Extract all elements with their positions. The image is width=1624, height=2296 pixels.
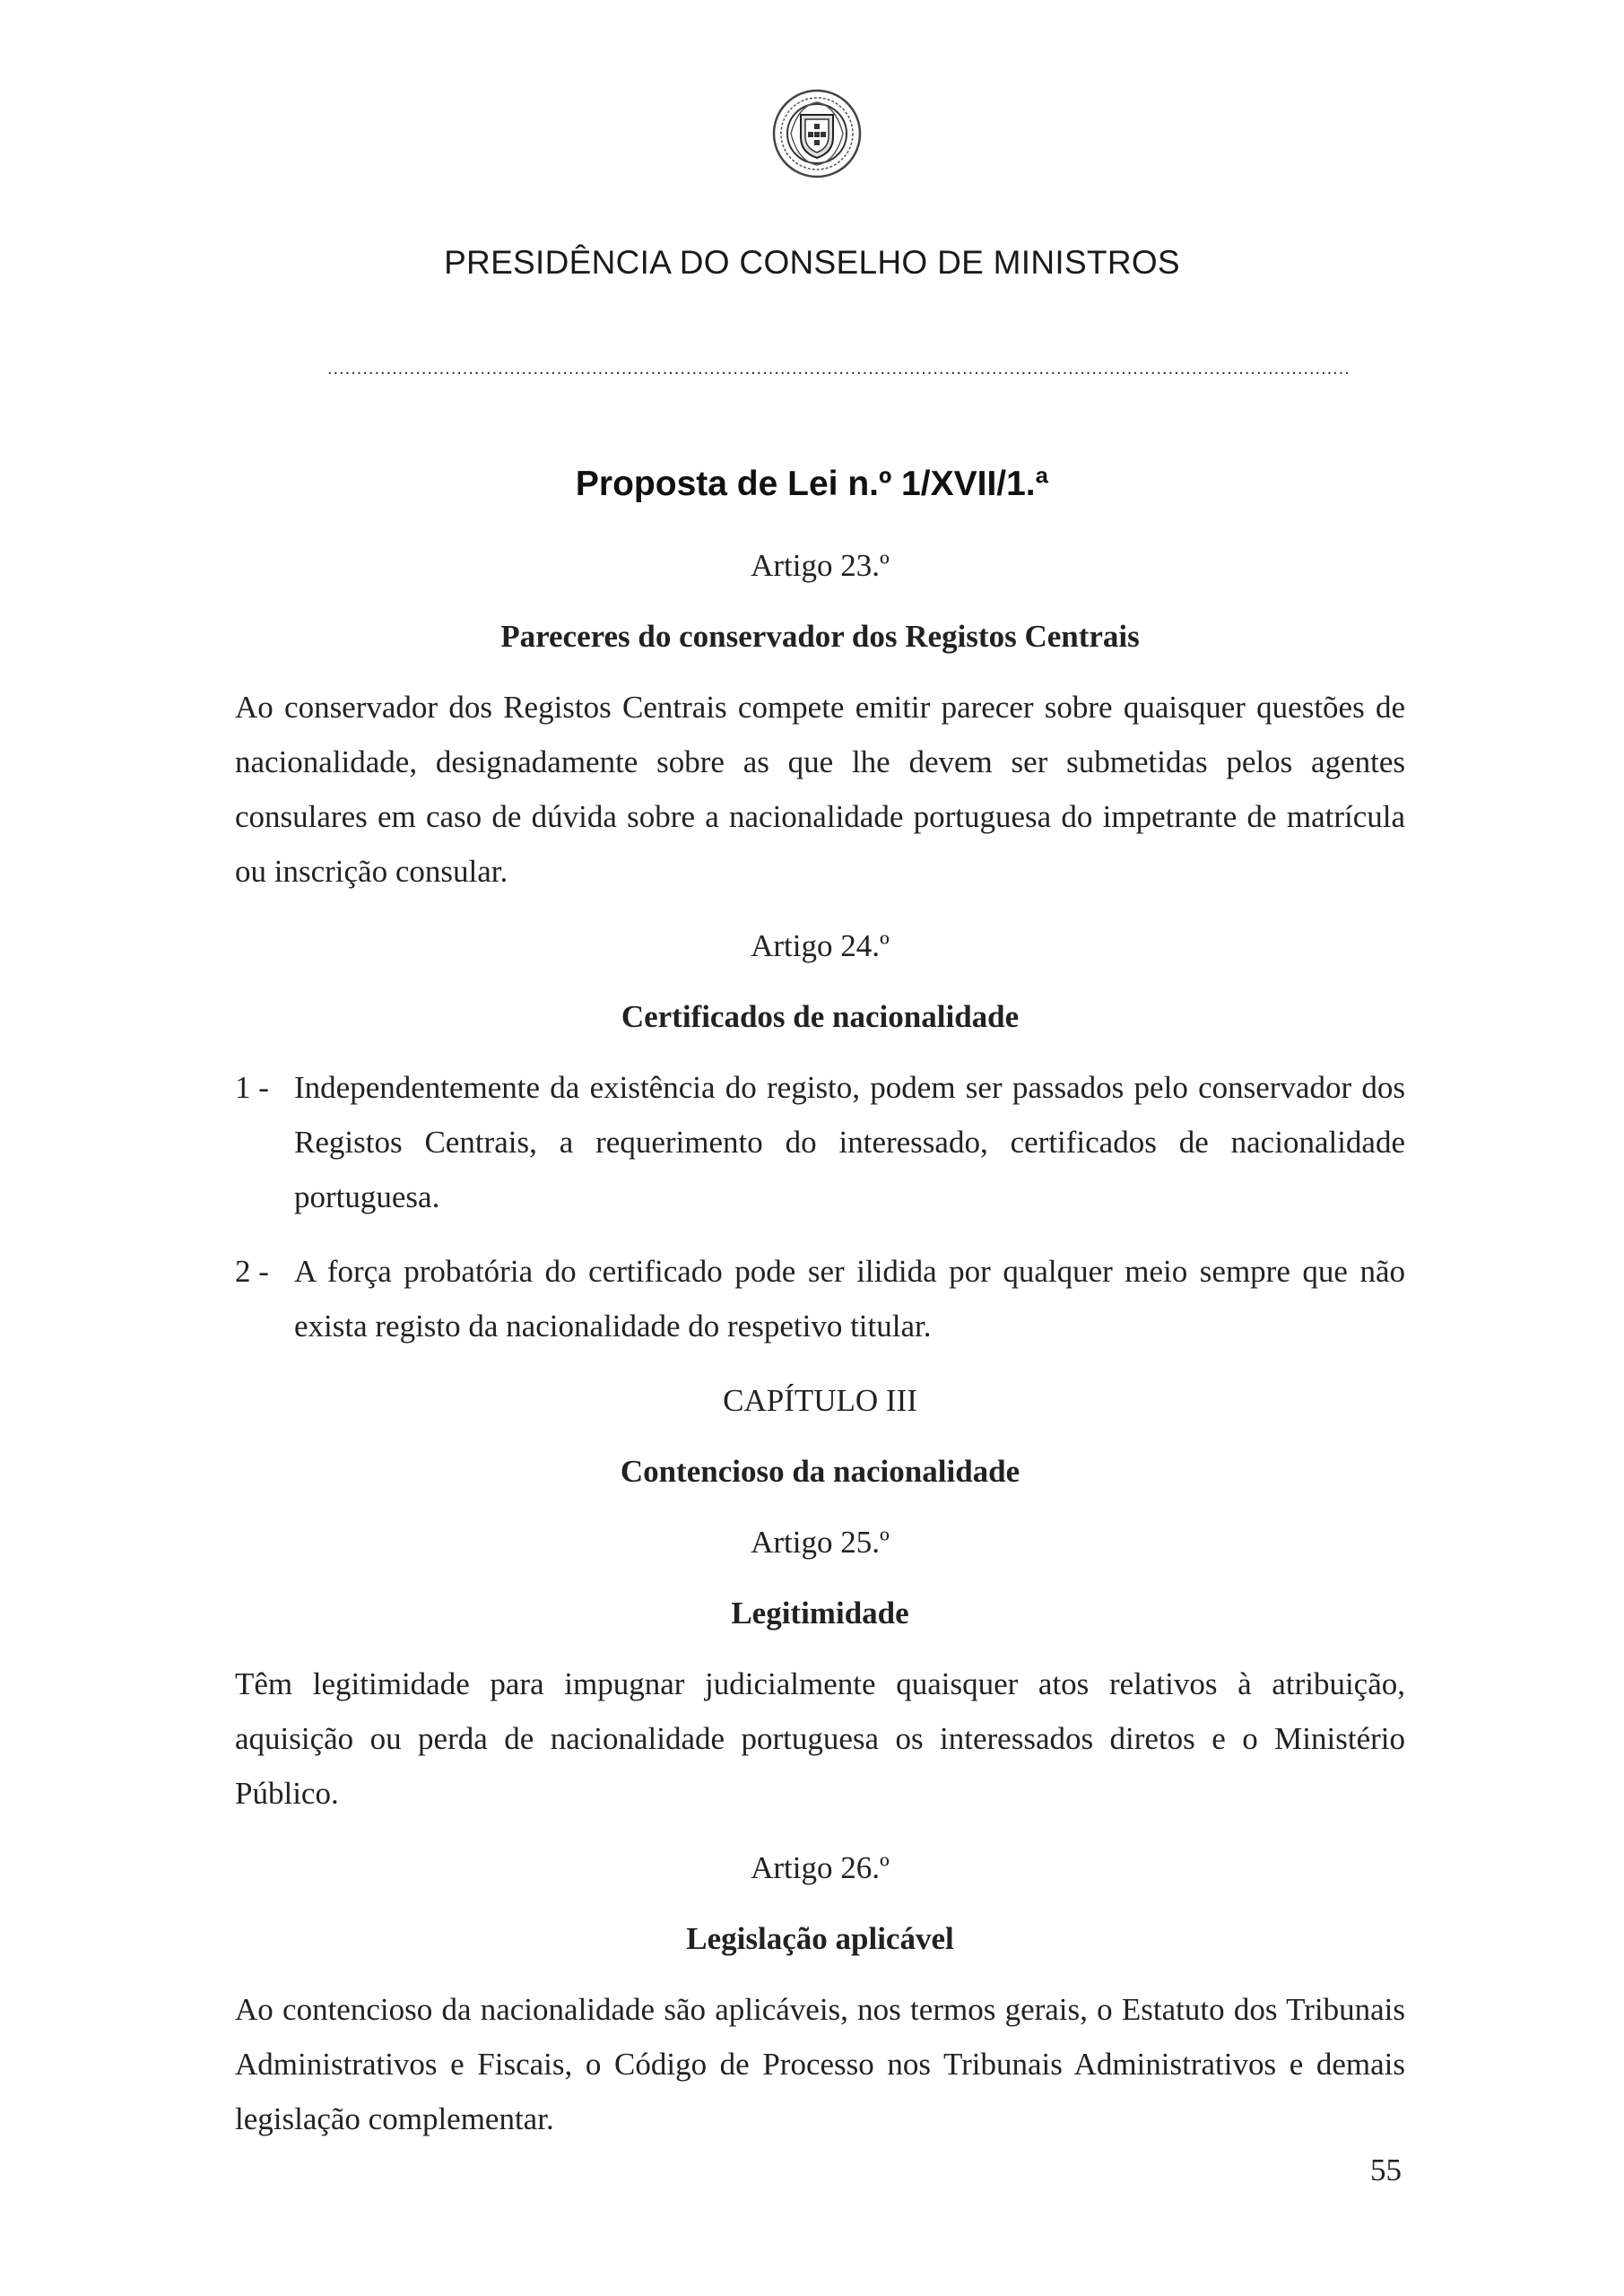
page-number: 55 bbox=[1370, 2152, 1402, 2187]
chapter-3-title: Contencioso da nacionalidade bbox=[620, 1454, 1020, 1489]
article-24-item-2 bbox=[235, 1244, 1405, 1353]
article-26-number: Artigo 26.º bbox=[751, 1850, 890, 1885]
item-number: 2 - bbox=[235, 1254, 269, 1289]
article-23-text: Ao conservador dos Registos Centrais compete emitir parecer sobre quaisquer questões de nacionalidade, designadamente sobre as que lhe devem ser submetidas pelos agentes consulares em caso de dúvida sobre a nacionalidade portuguesa do impetrante de matrícula ou inscrição consular. bbox=[235, 690, 1405, 889]
article-26-text: Ao contencioso da nacionalidade são aplicáveis, nos termos gerais, o Estatuto dos Tribunais Administrativos e Fiscais, o Código de Processo nos Tribunais Administrativos e demais legislação complementar. bbox=[235, 1992, 1405, 2136]
article-24-item-1 bbox=[235, 1060, 1405, 1224]
coat-of-arms-seal bbox=[771, 88, 863, 179]
article-25-text: Têm legitimidade para impugnar judicialmente quaisquer atos relativos à atribuição, aquisição ou perda de nacionalidade portuguesa os interessados diretos e o Ministério Público. bbox=[235, 1666, 1405, 1811]
chapter-3-number: CAPÍTULO III bbox=[723, 1383, 917, 1418]
article-25-number: Artigo 25.º bbox=[751, 1525, 890, 1560]
article-25-title: Legitimidade bbox=[731, 1596, 909, 1631]
institution-header: PRESIDÊNCIA DO CONSELHO DE MINISTROS bbox=[444, 244, 1180, 281]
article-23-title: Pareceres do conservador dos Registos Centrais bbox=[500, 619, 1140, 654]
article-23-number: Artigo 23.º bbox=[751, 548, 890, 583]
article-24-title: Certificados de nacionalidade bbox=[621, 999, 1020, 1034]
article-24-number: Artigo 24.º bbox=[751, 928, 890, 963]
item-number: 1 - bbox=[235, 1070, 269, 1105]
document-body bbox=[235, 538, 1405, 2146]
header-separator: .............................................................................................................................................................................. bbox=[327, 359, 1350, 378]
item-text: Independentemente da existência do registo, podem ser passados pelo conservador dos Registos Centrais, a requerimento do interessado, certificados de nacionalidade portuguesa. bbox=[294, 1070, 1405, 1214]
item-text: A força probatória do certificado pode ser ilidida por qualquer meio sempre que não exista registo da nacionalidade do respetivo titular. bbox=[294, 1254, 1405, 1344]
proposal-title: Proposta de Lei n.º 1/XVII/1.ª bbox=[575, 465, 1049, 503]
article-26-title: Legislação aplicável bbox=[686, 1921, 954, 1956]
